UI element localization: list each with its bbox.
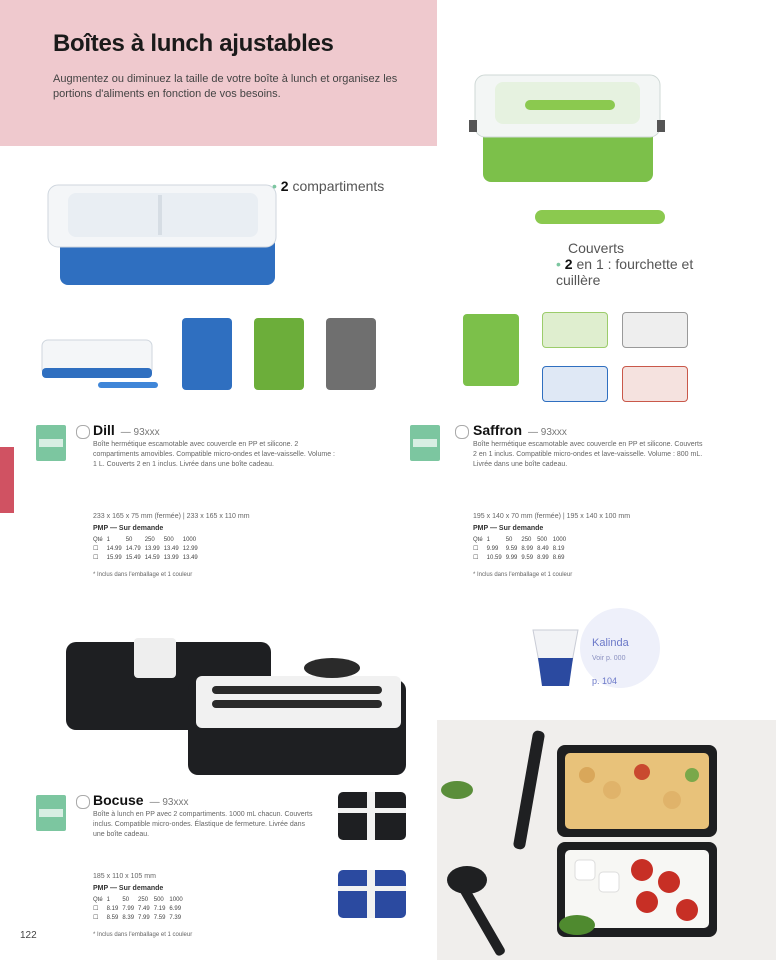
table-header-cell: 50 (125, 537, 133, 543)
table-header-cell: 250 (138, 897, 149, 903)
feature-cutlery-text: en 1 : fourchette et cuillère (556, 256, 694, 288)
table-cell: 9.99 (486, 546, 499, 552)
bocuse-pmp: PMP — Sur demande (93, 885, 164, 892)
table-header-cell: 1 (486, 537, 491, 543)
page-number: 122 (20, 930, 37, 941)
table-cell: 10.59 (486, 555, 502, 561)
table-header-cell: Qté (473, 537, 483, 543)
saffron-thumb-gray (622, 312, 688, 348)
table-cell: 8.99 (521, 546, 534, 552)
feature-compartments-number: 2 (280, 178, 289, 194)
table-header-row (93, 896, 187, 905)
table-cell: 13.49 (182, 555, 198, 561)
feature-cutlery: Couverts • 2 en 1 : fourchette et cuillère (556, 240, 696, 288)
saffron-description: Boîte hermétique escamotable avec couvercle en PP et silicone. Couverts 2 en 1 inclus. Compatible micro-ondes et lave-vaisselle. Volume : 800 mL. Livrée dans une boîte cadeau. (473, 441, 703, 468)
saffron-code: — 93xxx (528, 427, 567, 438)
bocuse-price-table (93, 896, 187, 923)
table-cell: 13.49 (163, 546, 179, 552)
table-cell: 7.59 (153, 915, 166, 921)
bocuse-title (93, 792, 188, 808)
table-header-cell: 50 (122, 897, 130, 903)
saffron-note: * Inclus dans l'emballage et 1 couleur (473, 572, 573, 578)
table-row (93, 545, 202, 554)
table-cell: 6.99 (169, 906, 182, 912)
side-product-sub: Voir p. 000 (592, 655, 626, 662)
side-product-name: Kalinda (592, 637, 629, 649)
info-icon (455, 425, 469, 439)
dill-hero-image (40, 165, 285, 290)
table-cell: 7.39 (169, 915, 182, 921)
info-icon (76, 425, 90, 439)
saffron-pmp: PMP — Sur demande (473, 525, 544, 532)
bocuse-thumb-blue (333, 864, 413, 924)
table-cell: 14.59 (144, 555, 160, 561)
saffron-price-table (473, 536, 570, 563)
page-subtitle: Augmentez ou diminuez la taille de votre boîte à lunch et organisez les portions d'aliments en fonction de vos besoins. (53, 73, 398, 100)
saffron-thumb-green-top (463, 314, 519, 386)
table-cell: ☐ (93, 915, 99, 921)
table-cell: 8.59 (106, 915, 119, 921)
table-cell: 8.19 (106, 906, 119, 912)
dill-pmp: PMP — Sur demande (93, 525, 164, 532)
table-cell: 8.49 (537, 546, 549, 552)
dill-thumb-gray (326, 318, 376, 390)
feature-compartments: • 2 compartiments (272, 178, 385, 194)
table-cell: 8.19 (552, 546, 565, 552)
info-icon (76, 795, 90, 809)
page-title: Boîtes à lunch ajustables (53, 30, 334, 57)
dill-name: Dill (93, 422, 115, 438)
dill-dimensions: 233 x 165 x 75 mm (fermée) | 233 x 165 x 110 mm (93, 513, 250, 520)
table-cell: 7.99 (138, 915, 150, 921)
table-cell: ☐ (93, 906, 99, 912)
table-row (93, 554, 202, 563)
saffron-hero-image (465, 60, 675, 235)
bocuse-name: Bocuse (93, 792, 144, 808)
dill-title (93, 422, 160, 438)
bocuse-badge (36, 795, 66, 831)
table-cell: 8.69 (552, 555, 565, 561)
table-header-cell: 250 (144, 537, 155, 543)
table-row (93, 914, 187, 923)
table-row (473, 554, 570, 563)
feature-cutlery-title: Couverts (568, 240, 625, 256)
dill-price-table (93, 536, 202, 563)
table-cell: 8.99 (537, 555, 549, 561)
lifestyle-photo (437, 720, 776, 960)
table-header-cell: 1000 (552, 537, 567, 543)
table-header-cell: 1000 (169, 897, 183, 903)
saffron-thumb-blue (542, 366, 608, 402)
table-header-cell: 500 (537, 537, 548, 543)
dill-thumb-blue (182, 318, 232, 390)
feature-compartments-text: compartiments (292, 178, 385, 194)
table-cell: 9.99 (505, 555, 518, 561)
table-header-cell: 1000 (182, 537, 197, 543)
table-header-cell: 1 (106, 897, 111, 903)
section-tab-marker (0, 447, 14, 513)
table-cell: ☐ (473, 555, 479, 561)
lifestyle-photo-illustration (437, 720, 776, 960)
bocuse-description: Boîte à lunch en PP avec 2 compartiments. 1000 mL chacun. Couverts inclus. Compatible micro-ondes. Élastique de fermeture. Livrée dans une boîte cadeau. (93, 811, 313, 838)
table-cell: 7.99 (122, 906, 135, 912)
dill-badge (36, 425, 66, 461)
dill-note: * Inclus dans l'emballage et 1 couleur (93, 572, 193, 578)
table-cell: 14.99 (106, 546, 122, 552)
side-product-cup-image (528, 622, 583, 692)
table-cell: 12.99 (182, 546, 198, 552)
bocuse-hero-image (62, 630, 412, 785)
side-product-page: p. 104 (592, 676, 618, 686)
bocuse-code: — 93xxx (149, 797, 189, 808)
table-header-cell: 1 (106, 537, 111, 543)
table-cell: 7.49 (138, 906, 150, 912)
table-cell: 9.59 (505, 546, 518, 552)
table-cell: 7.19 (153, 906, 166, 912)
saffron-dimensions: 195 x 140 x 70 mm (fermée) | 195 x 140 x 100 mm (473, 513, 631, 520)
table-cell: 13.99 (163, 555, 179, 561)
header-banner (0, 0, 437, 146)
saffron-thumb-lime (542, 312, 608, 348)
bocuse-dimensions: 185 x 110 x 105 mm (93, 873, 156, 880)
table-header-cell: 500 (153, 897, 164, 903)
dill-code: — 93xxx (120, 427, 160, 438)
table-header-cell: 50 (505, 537, 513, 543)
saffron-thumb-red (622, 366, 688, 402)
table-header-cell: 250 (521, 537, 532, 543)
dill-thumb-green (254, 318, 304, 390)
table-header-cell: Qté (93, 537, 103, 543)
table-cell: ☐ (93, 546, 99, 552)
table-cell: ☐ (473, 546, 479, 552)
bocuse-note: * Inclus dans l'emballage et 1 couleur (93, 932, 193, 938)
table-cell: 14.79 (125, 546, 141, 552)
table-cell: ☐ (93, 555, 99, 561)
table-header-row (93, 536, 202, 545)
bocuse-thumb-black (333, 786, 413, 846)
table-header-cell: Qté (93, 897, 103, 903)
table-cell: 15.49 (125, 555, 141, 561)
dill-thumb-open (38, 320, 163, 400)
table-cell: 8.39 (122, 915, 135, 921)
table-cell: 13.99 (144, 546, 160, 552)
feature-cutlery-number: 2 (564, 256, 573, 272)
saffron-badge (410, 425, 440, 461)
table-cell: 9.59 (521, 555, 534, 561)
table-header-row (473, 536, 570, 545)
table-header-cell: 500 (163, 537, 174, 543)
saffron-title (473, 422, 567, 438)
dill-description: Boîte hermétique escamotable avec couvercle en PP et silicone. 2 compartiments amovibles. Compatible micro-ondes et lave-vaisselle. Volume : 1 L. Couverts 2 en 1 inclus. Livrée dans une boîte cadeau. (93, 441, 335, 468)
table-cell: 15.99 (106, 555, 122, 561)
table-row (93, 905, 187, 914)
saffron-name: Saffron (473, 422, 522, 438)
table-row (473, 545, 570, 554)
